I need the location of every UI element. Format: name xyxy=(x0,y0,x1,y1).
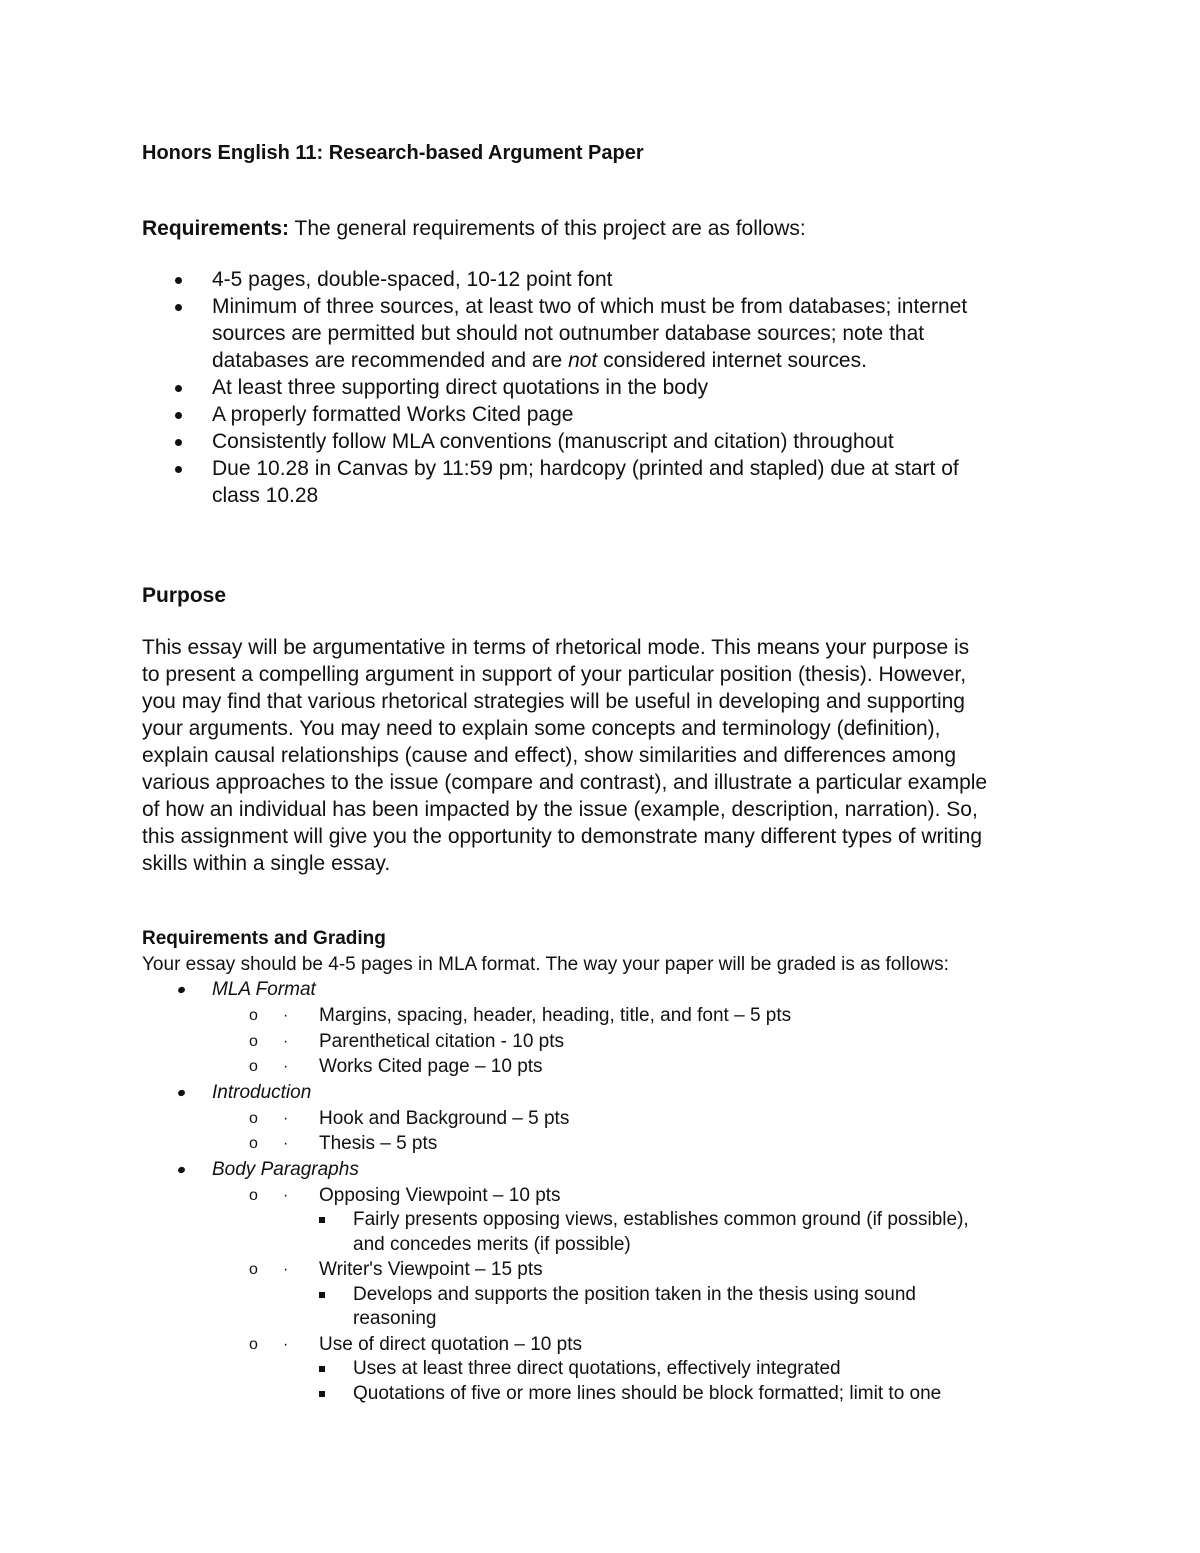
dot-marker-icon: · xyxy=(283,1186,289,1204)
grading-item xyxy=(142,1054,1122,1080)
dot-marker-icon: · xyxy=(283,1058,289,1075)
square-bullet-icon xyxy=(319,1366,325,1372)
paragraph-line: of how an individual has been impacted by the issue (example, description, narration). So, xyxy=(142,798,978,821)
bullet-icon xyxy=(175,304,182,311)
grading-item xyxy=(142,1106,1122,1132)
dot-marker-icon: · xyxy=(283,1135,289,1152)
dot-marker-icon: · xyxy=(283,1335,289,1353)
text-run: considered internet sources. xyxy=(597,349,867,372)
grading-item-label: Use of direct quotation – 10 pts xyxy=(319,1333,582,1355)
grading-detail-line: Fairly presents opposing views, establishes common ground (if possible), xyxy=(353,1209,969,1230)
list-item-line: sources are permitted but should not outnumber database sources; note that xyxy=(212,322,925,345)
paragraph-line: various approaches to the issue (compare and contrast), and illustrate a particular example xyxy=(142,771,988,794)
list-item-line: Consistently follow MLA conventions (manuscript and citation) throughout xyxy=(212,430,894,453)
paragraph-line: to present a compelling argument in support of your particular position (thesis). However, xyxy=(142,663,967,686)
list-item xyxy=(142,401,1102,428)
grading-item-label: Hook and Background – 5 pts xyxy=(319,1107,570,1129)
purpose-heading: Purpose xyxy=(142,584,227,607)
document-title: Honors English 11: Research-based Argument Paper xyxy=(142,142,644,164)
grading-item-label: Parenthetical citation - 10 pts xyxy=(319,1030,565,1052)
circle-bullet-icon: o xyxy=(249,1135,258,1152)
grading-intro: Your essay should be 4-5 pages in MLA format. The way your paper will be graded is as follows: xyxy=(142,954,949,975)
list-item-line: A properly formatted Works Cited page xyxy=(212,403,574,426)
circle-bullet-icon: o xyxy=(249,1032,258,1050)
bullet-icon xyxy=(175,466,182,473)
grading-heading: Requirements and Grading xyxy=(142,928,386,949)
grading-category-label: Body Paragraphs xyxy=(212,1158,359,1180)
list-item-line: Due 10.28 in Canvas by 11:59 pm; hardcopy (printed and stapled) due at start of xyxy=(212,457,959,480)
grading-item-label: Works Cited page – 10 pts xyxy=(319,1056,543,1077)
list-item xyxy=(142,374,1102,401)
bullet-icon xyxy=(177,986,186,994)
bullet-icon xyxy=(177,1165,186,1173)
grading-category-label: MLA Format xyxy=(212,979,316,1000)
list-item-line: class 10.28 xyxy=(212,484,319,507)
dot-marker-icon: · xyxy=(283,1261,289,1278)
grading-category xyxy=(142,1157,1122,1183)
square-bullet-icon xyxy=(319,1217,325,1223)
paragraph-line: this assignment will give you the opportunity to demonstrate many different types of writing xyxy=(142,825,983,848)
requirements-label: Requirements: xyxy=(142,217,290,240)
grading-item-label: Margins, spacing, header, heading, title, and font – 5 pts xyxy=(319,1005,792,1026)
grading-item xyxy=(142,1131,1122,1157)
list-item-line: At least three supporting direct quotations in the body xyxy=(212,376,709,399)
list-item xyxy=(142,293,1102,374)
grading-item-label: Thesis – 5 pts xyxy=(319,1133,438,1154)
circle-bullet-icon: o xyxy=(249,1109,258,1127)
list-item xyxy=(142,428,1102,455)
paragraph-line: your arguments. You may need to explain some concepts and terminology (definition), xyxy=(142,717,941,740)
circle-bullet-icon: o xyxy=(249,1058,258,1075)
grading-detail-line: Quotations of five or more lines should be block formatted; limit to one xyxy=(353,1382,942,1404)
grading-detail xyxy=(142,1283,1122,1332)
purpose-paragraph xyxy=(142,634,1102,877)
bullet-icon xyxy=(175,439,182,446)
list-item-line xyxy=(212,347,1102,374)
requirements-list xyxy=(142,266,1102,509)
paragraph-line: explain causal relationships (cause and effect), show similarities and differences among xyxy=(142,744,956,767)
circle-bullet-icon: o xyxy=(249,1007,258,1024)
square-bullet-icon xyxy=(319,1391,325,1397)
grading-category-label: Introduction xyxy=(212,1081,312,1103)
emphasis-text: not xyxy=(568,349,598,372)
list-item xyxy=(142,266,1102,293)
requirements-intro xyxy=(142,217,806,241)
requirements-text: The general requirements of this project are as follows: xyxy=(289,217,806,240)
grading-detail-line: Uses at least three direct quotations, effectively integrated xyxy=(353,1358,841,1379)
dot-marker-icon: · xyxy=(283,1007,289,1024)
list-item-line: Minimum of three sources, at least two of which must be from databases; internet xyxy=(212,295,968,318)
grading-detail xyxy=(142,1357,1122,1382)
bullet-icon xyxy=(175,277,182,284)
bullet-icon xyxy=(175,385,182,392)
grading-detail xyxy=(142,1382,1122,1407)
grading-item xyxy=(142,1257,1122,1283)
grading-category xyxy=(142,1080,1122,1106)
dot-marker-icon: · xyxy=(283,1032,289,1050)
square-bullet-icon xyxy=(319,1292,325,1298)
grading-item xyxy=(142,1003,1122,1029)
grading-detail-line: Develops and supports the position taken in the thesis using sound xyxy=(353,1283,916,1305)
grading-detail-line: and concedes merits (if possible) xyxy=(353,1233,631,1255)
grading-item xyxy=(142,1029,1122,1055)
grading-item xyxy=(142,1183,1122,1209)
circle-bullet-icon: o xyxy=(249,1335,258,1353)
grading-item xyxy=(142,1332,1122,1358)
bullet-icon xyxy=(175,412,182,419)
text-run: databases are recommended and are xyxy=(212,349,569,372)
bullet-icon xyxy=(177,1088,186,1096)
grading-list xyxy=(142,977,1122,1406)
dot-marker-icon: · xyxy=(283,1109,289,1127)
paragraph-line: skills within a single essay. xyxy=(142,852,391,875)
list-item xyxy=(142,455,1102,509)
grading-category xyxy=(142,977,1122,1003)
list-item-line: 4-5 pages, double-spaced, 10-12 point font xyxy=(212,268,613,291)
grading-detail xyxy=(142,1208,1122,1257)
grading-item-label: Writer's Viewpoint – 15 pts xyxy=(319,1259,543,1280)
paragraph-line: you may find that various rhetorical strategies will be useful in developing and supporting xyxy=(142,690,965,713)
paragraph-line: This essay will be argumentative in terms of rhetorical mode. This means your purpose is xyxy=(142,636,970,659)
circle-bullet-icon: o xyxy=(249,1186,258,1204)
grading-detail-line: reasoning xyxy=(353,1308,437,1329)
circle-bullet-icon: o xyxy=(249,1261,258,1278)
grading-item-label: Opposing Viewpoint – 10 pts xyxy=(319,1184,561,1206)
